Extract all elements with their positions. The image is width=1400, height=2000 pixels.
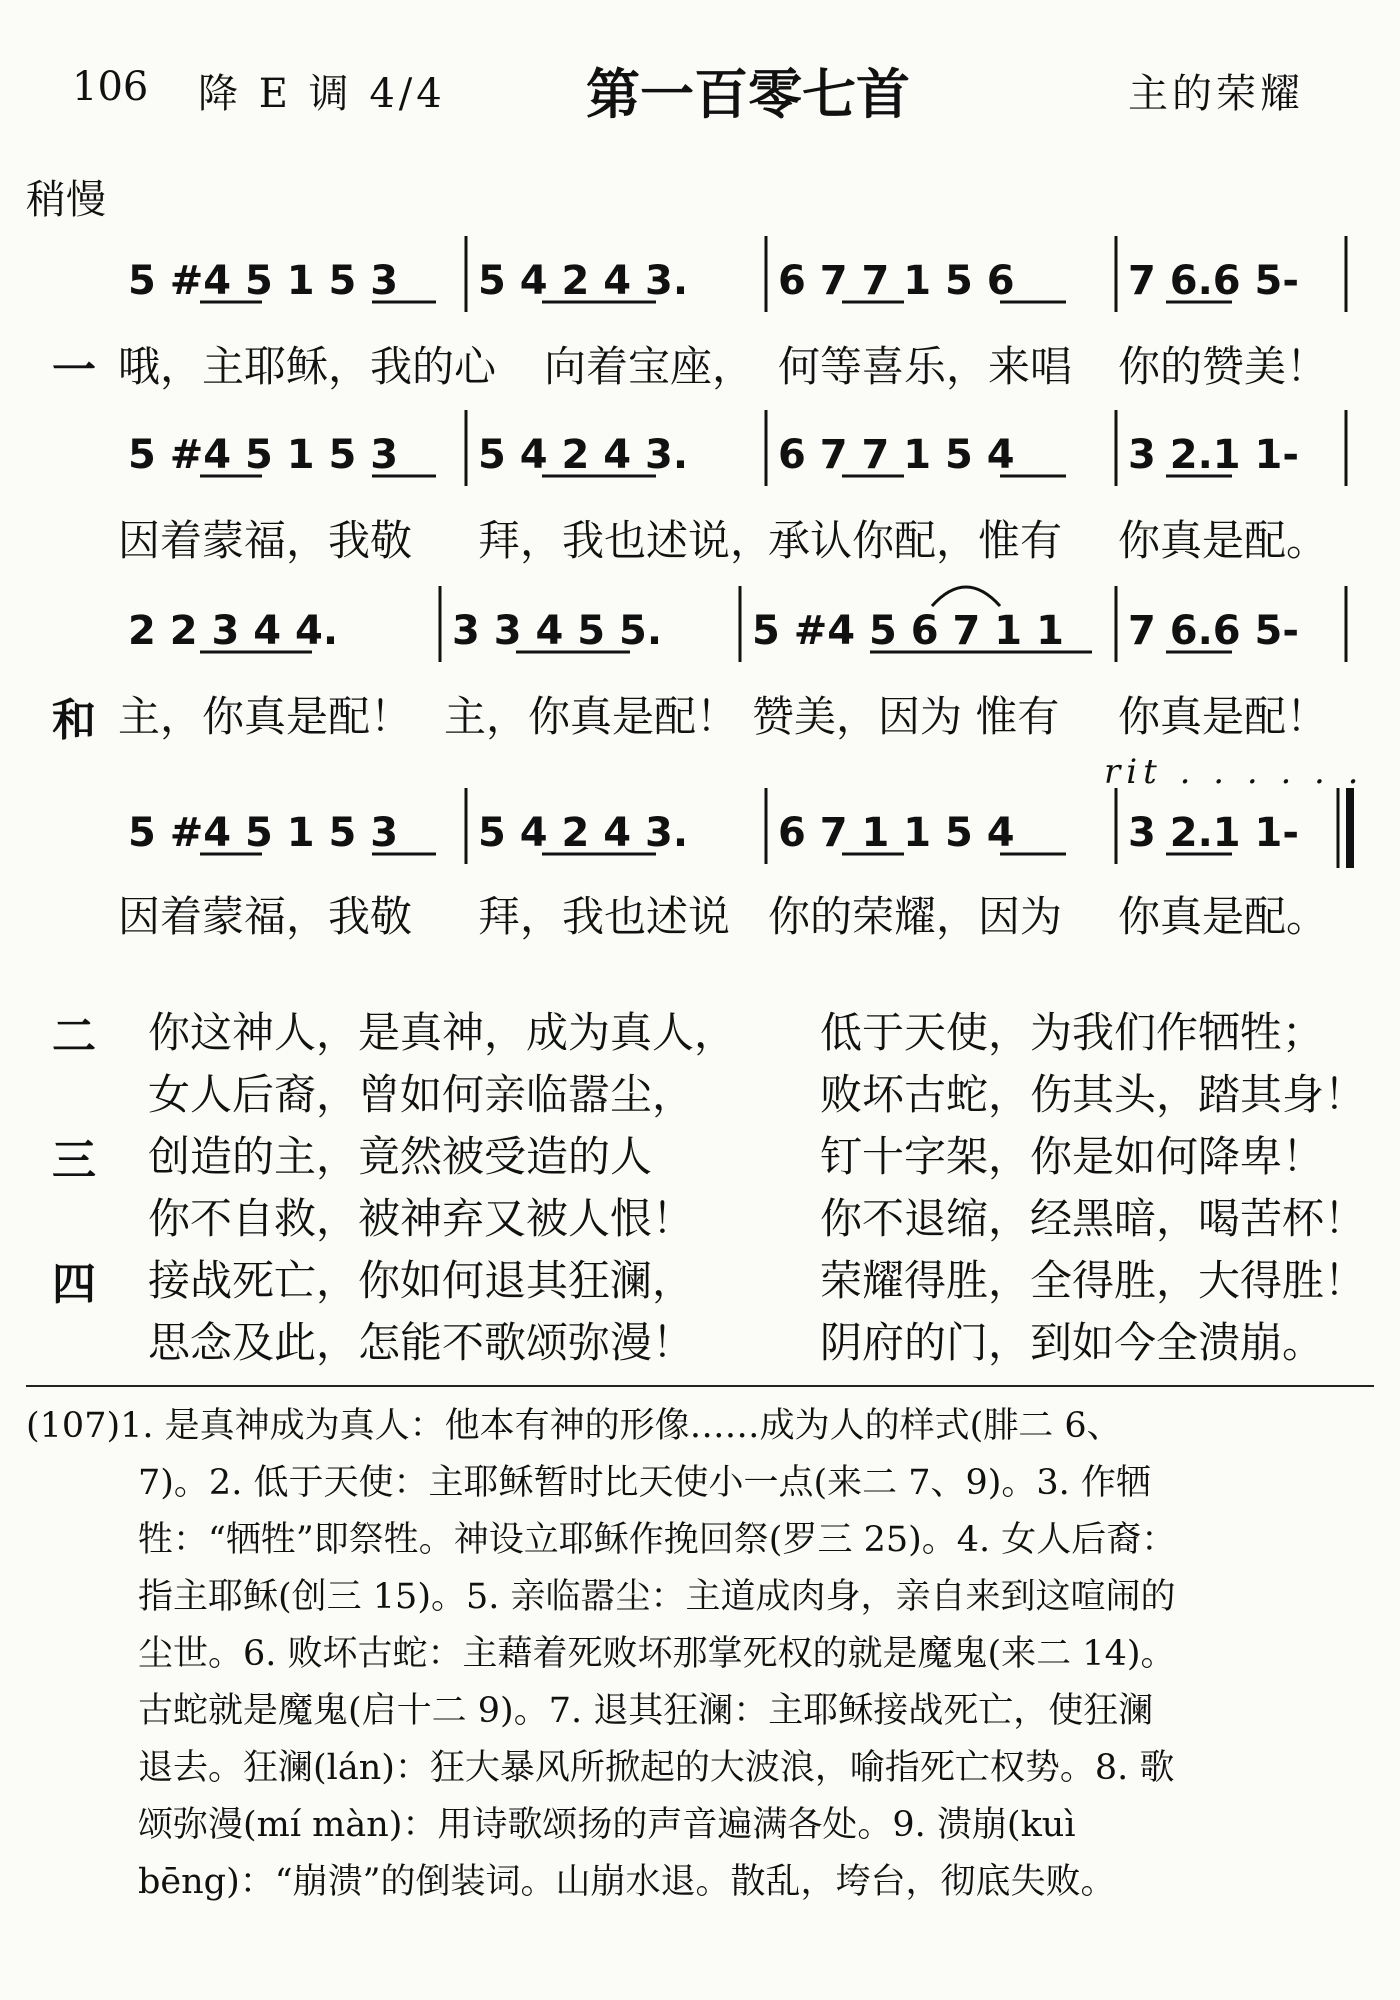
hymn-subtitle: 主的荣耀 xyxy=(1128,71,1304,117)
measure-1-4: 7 6.6 5- xyxy=(1128,258,1299,304)
lyric-4-2: 拜，我也述说 xyxy=(478,892,731,941)
stanza-line-left: 思念及此，怎能不歌颂弥漫！ xyxy=(148,1318,695,1367)
lyric-1-2: 向着宝座， xyxy=(544,342,755,391)
measure-2-2: 5 4 2 4 3. xyxy=(478,432,689,478)
measure-4-3: 6 7 1 1 5 4 xyxy=(778,810,1015,856)
footnote-line: 尘世。6. 败坏古蛇：主藉着死败坏那掌死权的就是魔鬼(来二 14)。 xyxy=(138,1634,1176,1674)
slur xyxy=(932,587,1000,606)
footnote-line: 7)。2. 低于天使：主耶稣暂时比天使小一点(来二 7、9)。3. 作牺 xyxy=(138,1463,1151,1503)
measure-4-2: 5 4 2 4 3. xyxy=(478,810,689,856)
verse-mark-1: 一 xyxy=(52,345,96,396)
lyric-2-2: 拜，我也述说， xyxy=(478,516,773,565)
lyric-3-4: 你真是配！ xyxy=(1118,692,1329,741)
measure-4-4: 3 2.1 1- xyxy=(1128,810,1299,856)
stanza-line-left: 接战死亡，你如何退其狂澜， xyxy=(148,1256,695,1305)
rit-marking: rit . . . . . . xyxy=(1104,752,1365,792)
lyric-4-1: 因着蒙福，我敬 xyxy=(118,892,413,941)
stanza-line-left: 你这神人，是真神，成为真人， xyxy=(148,1008,737,1057)
beam-underlines xyxy=(200,302,1232,854)
lyric-2-4: 你真是配。 xyxy=(1118,516,1329,565)
stanza-line-left: 创造的主，竟然被受造的人 xyxy=(148,1132,653,1181)
footnote-line: 牲：“牺牲”即祭牲。神设立耶稣作挽回祭(罗三 25)。4. 女人后裔： xyxy=(138,1520,1177,1560)
stanza-mark: 二 xyxy=(52,1011,96,1062)
measure-2-4: 3 2.1 1- xyxy=(1128,432,1299,478)
footnote-line: bēng)：“崩溃”的倒装词。山崩水退。散乱，垮台，彻底失败。 xyxy=(138,1862,1116,1902)
measure-3-3: 5 #4 5 6 7 1 1 xyxy=(752,608,1064,654)
measure-2-3: 6 7 7 1 5 4 xyxy=(778,432,1015,478)
tempo-marking: 稍慢 xyxy=(26,177,106,223)
stanza-line-right: 阴府的门，到如今全溃崩。 xyxy=(820,1318,1325,1367)
footnote-line: 古蛇就是魔鬼(启十二 9)。7. 退其狂澜：主耶稣接战死亡，使狂澜 xyxy=(138,1691,1154,1731)
stanza-line-right: 败坏古蛇，伤其头，踏其身！ xyxy=(820,1070,1367,1119)
lyric-3-1: 主，你真是配！ xyxy=(118,692,413,741)
verse-mark-chorus: 和 xyxy=(52,695,96,746)
measure-2-1: 5 #4 5 1 5 3 xyxy=(128,432,399,478)
measure-1-3: 6 7 7 1 5 6 xyxy=(778,258,1015,304)
lyric-2-1: 因着蒙福，我敬 xyxy=(118,516,413,565)
lyric-2-3: 承认你配，惟有 xyxy=(768,516,1063,565)
stanza-mark: 四 xyxy=(52,1259,96,1310)
footnote xyxy=(26,1398,1376,1911)
stanza-line-right: 钉十字架，你是如何降卑！ xyxy=(820,1132,1325,1181)
lyric-3-2: 主，你真是配！ xyxy=(444,692,739,741)
stanza-line-left: 女人后裔，曾如何亲临嚣尘， xyxy=(148,1070,695,1119)
divider xyxy=(26,1385,1374,1387)
stanza-line-right: 你不退缩，经黑暗，喝苦杯！ xyxy=(820,1194,1367,1243)
lyric-1-1: 哦，主耶稣，我的心 xyxy=(118,342,497,391)
lyric-3-3: 赞美，因为 惟有 xyxy=(752,692,1060,741)
measure-1-1: 5 #4 5 1 5 3 xyxy=(128,258,399,304)
footnote-line: 指主耶稣(创三 15)。5. 亲临嚣尘：主道成肉身，亲自来到这喧闹的 xyxy=(138,1577,1176,1617)
stanza-line-left: 你不自救，被神弃又被人恨！ xyxy=(148,1194,695,1243)
page-title: 第一百零七首 xyxy=(586,63,910,126)
measure-4-1: 5 #4 5 1 5 3 xyxy=(128,810,399,856)
lyric-4-4: 你真是配。 xyxy=(1118,892,1329,941)
stanza-line-right: 荣耀得胜，全得胜，大得胜！ xyxy=(820,1256,1367,1305)
lyric-1-4: 你的赞美！ xyxy=(1118,342,1329,391)
footnote-line: 退去。狂澜(lán)：狂大暴风所掀起的大波浪，喻指死亡权势。8. 歌 xyxy=(138,1748,1175,1788)
footnote-line: (107)1. 是真神成为真人：他本有神的形像……成为人的样式(腓二 6、 xyxy=(26,1406,1122,1446)
footnote-line: 颂弥漫(mí màn)：用诗歌颂扬的声音遍满各处。9. 溃崩(kuì xyxy=(138,1805,1076,1845)
measure-3-2: 3 3 4 5 5. xyxy=(452,608,663,654)
lyric-1-3: 何等喜乐，来唱 xyxy=(778,342,1073,391)
lyric-4-3: 你的荣耀，因为 xyxy=(768,892,1063,941)
measure-1-2: 5 4 2 4 3. xyxy=(478,258,689,304)
stanza-line-right: 低于天使，为我们作牺牲； xyxy=(820,1008,1325,1057)
stanza-mark: 三 xyxy=(52,1135,96,1186)
measure-3-1: 2 2 3 4 4. xyxy=(128,608,339,654)
key-meter: 降 E 调 4/4 xyxy=(198,71,446,117)
measure-3-4: 7 6.6 5- xyxy=(1128,608,1299,654)
hymn-number: 106 xyxy=(72,64,149,110)
